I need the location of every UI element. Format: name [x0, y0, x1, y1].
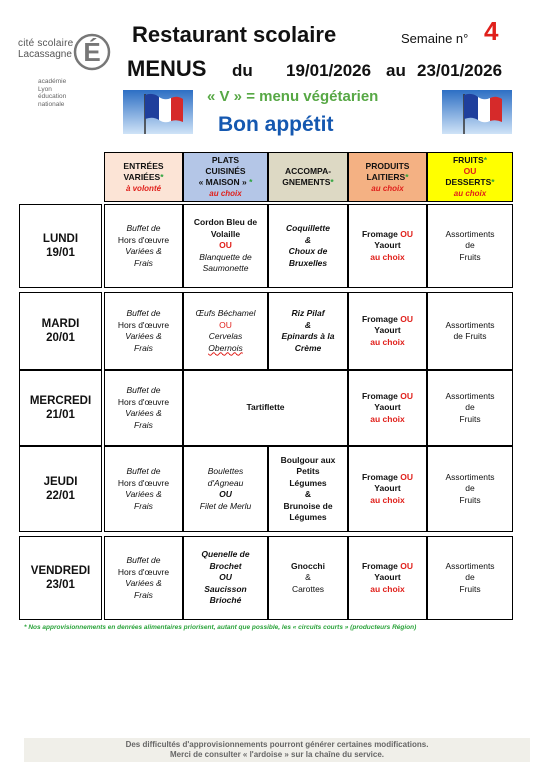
- entree-cell: Buffet de Hors d'œuvre Variées & Frais: [104, 292, 183, 370]
- entree-cell: Buffet de Hors d'œuvre Variées & Frais: [104, 204, 183, 288]
- school-logo: [14, 28, 106, 118]
- french-flag-icon: [123, 90, 193, 134]
- date-du: du: [232, 61, 253, 80]
- laitier-cell: Fromage OU Yaourt au choix: [348, 536, 427, 620]
- day-label: MERCREDI 21/01: [19, 370, 102, 446]
- vegetarian-note: « V » = menu végétarien: [207, 88, 379, 105]
- day-label: JEUDI 22/01: [19, 446, 102, 532]
- header-fruits: FRUITS* OU DESSERTS* au choix: [427, 152, 513, 202]
- accompagnement-cell: Boulgour aux Petits Légumes & Brunoise de Légumes: [268, 446, 348, 532]
- laitier-cell: Fromage OU Yaourt au choix: [348, 370, 427, 446]
- fruit-cell: Assortiments de Fruits: [427, 446, 513, 532]
- logo-line-2: Lacassagne: [18, 49, 72, 60]
- plat-cell: Œufs Béchamel OU Cervelas Obernois: [183, 292, 268, 370]
- day-label: MARDI 20/01: [19, 292, 102, 370]
- header-laitiers: PRODUITS LAITIERS* au choix: [348, 152, 427, 202]
- french-flag-icon: [442, 90, 512, 134]
- entree-cell: Buffet de Hors d'œuvre Variées & Frais: [104, 536, 183, 620]
- header-plats: PLATS CUISINÉS « MAISON » * au choix: [183, 152, 268, 202]
- day-label: LUNDI 19/01: [19, 204, 102, 288]
- day-label: VENDREDI 23/01: [19, 536, 102, 620]
- header-entrees: ENTRÉES VARIÉES* à volonté: [104, 152, 183, 202]
- fruit-cell: Assortiments de Fruits: [427, 204, 513, 288]
- laitier-cell: Fromage OU Yaourt au choix: [348, 292, 427, 370]
- fruit-cell: Assortiments de Fruits: [427, 370, 513, 446]
- footnote: * Nos approvisionnements en denrées alimentaires priorisent, autant que possible, les « circuits courts » (producteurs Région): [24, 624, 417, 631]
- accompagnement-cell: Coquillette & Choux de Bruxelles: [268, 204, 348, 288]
- laitier-cell: Fromage OU Yaourt au choix: [348, 446, 427, 532]
- page-title: Restaurant scolaire: [132, 22, 337, 47]
- bon-appetit: Bon appétit: [218, 113, 334, 136]
- fruit-cell: Assortiments de Fruits: [427, 536, 513, 620]
- date-au: au: [386, 61, 406, 80]
- entree-cell: Buffet de Hors d'œuvre Variées & Frais: [104, 370, 183, 446]
- entree-cell: Buffet de Hors d'œuvre Variées & Frais: [104, 446, 183, 532]
- accompagnement-cell: Riz Pilaf & Epinards à la Crème: [268, 292, 348, 370]
- footer-notice: Des difficultés d'approvisionnements pourront générer certaines modifications. Merci de consulter « l'ardoise » sur la chaîne du service.: [24, 738, 530, 762]
- plat-cell: Boulettes d'Agneau OU Filet de Merlu: [183, 446, 268, 532]
- date-to: 23/01/2026: [417, 61, 503, 80]
- plat-cell: Quenelle de Brochet OU Saucisson Brioché: [183, 536, 268, 620]
- date-from: 19/01/2026: [286, 61, 372, 80]
- menus-heading: MENUS: [127, 56, 207, 81]
- header-accompagnements: ACCOMPA- GNEMENTS*: [268, 152, 348, 202]
- plat-cell: Cordon Bleu de Volaille OU Blanquette de Saumonette: [183, 204, 268, 288]
- logo-line-1: cité scolaire: [18, 38, 74, 49]
- fruit-cell: Assortiments de Fruits: [427, 292, 513, 370]
- education-e-icon: [72, 28, 112, 72]
- week-number: 4: [484, 16, 499, 46]
- svg-text:É: É: [83, 37, 101, 67]
- accompagnement-cell: Gnocchi & Carottes: [268, 536, 348, 620]
- week-label: Semaine n°: [401, 31, 469, 46]
- logo-academie: académie Lyon éducation nationale: [38, 78, 67, 108]
- laitier-cell: Fromage OU Yaourt au choix: [348, 204, 427, 288]
- plat-merged-cell: Tartiflette: [183, 370, 348, 446]
